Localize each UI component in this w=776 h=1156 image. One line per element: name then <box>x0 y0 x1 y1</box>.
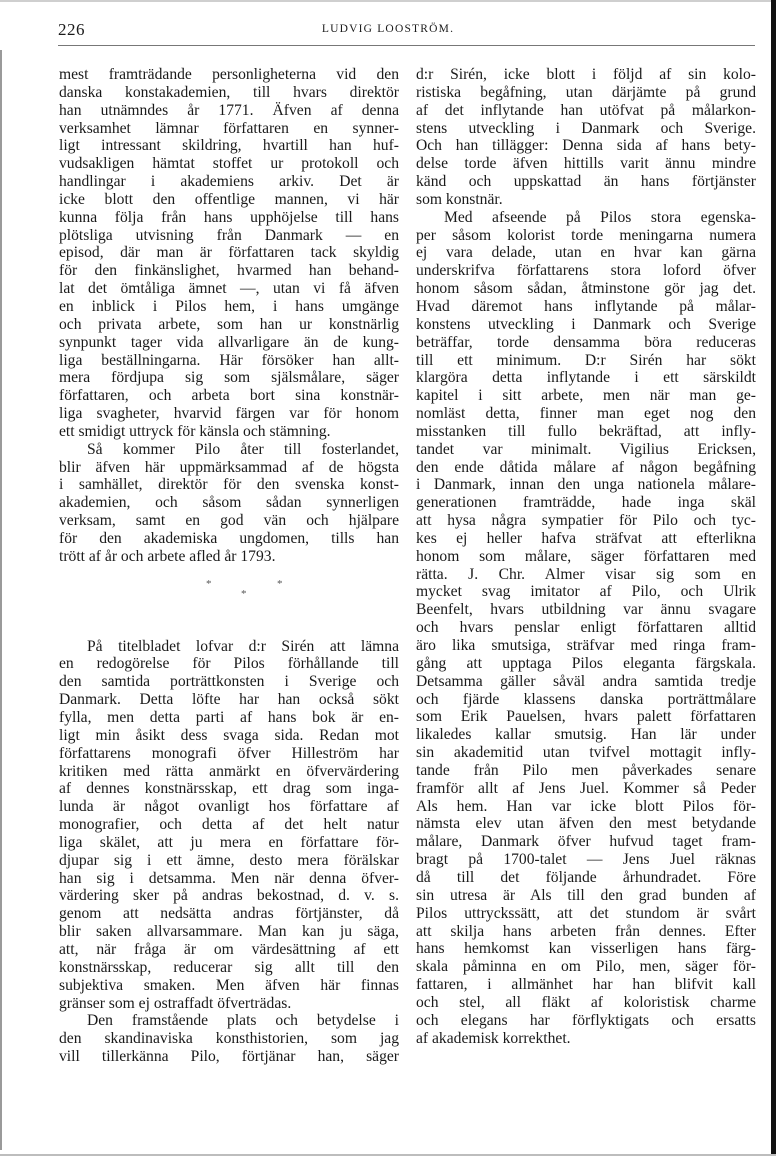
text-line: ristiska begåfning, utan därjämte på grund <box>416 83 756 101</box>
text-line: plötsliga utvisning från Danmark — en <box>59 226 399 244</box>
text-line: trött af år och arbete afled år 1793. <box>59 547 276 565</box>
text-line: mest framträdande personligheterna vid den <box>59 66 399 83</box>
text-line: äro lika smutsiga, sträfvar med ringa fram- <box>416 637 756 654</box>
text-line: Danmark. Detta löfte har han också sökt <box>59 691 399 709</box>
text-line: och privata arbete, som han ur konstnärlig <box>59 315 399 333</box>
text-line: liga skälet, att ju mera en författare för- <box>59 833 399 851</box>
text-line: kritiken med rätta anmärkt en öfvervärdering <box>59 762 399 780</box>
text-line: tande från Pilo men påverkades senare <box>416 761 756 779</box>
text-line: liga svagheter, hvarvid färgen var för honom <box>59 405 399 423</box>
text-line: ligt intressant skildring, hvartill han huf- <box>59 137 399 155</box>
text-line: att, när fråga är om värdesättning af ett <box>59 940 399 958</box>
text-line: verksam, samt en god vän och hjälpare <box>59 512 399 530</box>
text-line: genom att nedsätta andras förtjänster, då <box>59 905 399 923</box>
text-line: att hysa några sympatier för Pilo och tyc- <box>416 512 756 530</box>
text-line: fattaren, i allmänhet har han blifvit kall <box>416 976 756 994</box>
text-line: Pilos uttryckssätt, att det stundom är svårt <box>416 904 756 922</box>
text-line: af det inflytande han utöfvat på målarkon- <box>416 101 756 119</box>
asterism <box>59 566 399 638</box>
text-line: delse torde äfven hittills varit ännu mindre <box>416 155 756 173</box>
text-line: konstnärsskap, reducerar sig allt till den <box>59 958 399 976</box>
text-line: Med afseende på Pilos stora egenska- <box>444 208 756 226</box>
text-line: mycket svag imitator af Pilo, och Ulrik <box>416 583 756 601</box>
page-number: 226 <box>58 20 85 39</box>
text-line: författaren, och arbeta bort sina konstnär- <box>59 387 399 405</box>
text-line: en redogörelse för Pilos förhållande till <box>59 655 399 673</box>
text-line: hans hemkomst kan visserligen hans färg- <box>416 940 756 958</box>
text-line: episod, där man är författaren tack skyldig <box>59 244 399 262</box>
text-line: ett smidigt uttryck för känsla och stämning. <box>59 422 331 440</box>
text-line: stens utveckling i Danmark och Sverige. <box>416 119 756 137</box>
text-line: Och han tillägger: Denna sida af hans bety- <box>416 137 756 155</box>
scan-left-edge <box>0 50 2 1150</box>
scan-right-edge <box>771 0 776 1156</box>
right-column <box>416 66 756 1047</box>
paragraph <box>416 66 756 209</box>
text-line: en inblick i Pilos hem, i hans umgänge <box>59 297 399 315</box>
text-line: han sig i detsamma. Men när denna öfver- <box>59 869 399 887</box>
text-line: vudsakligen hämtat stoffet ur protokoll och <box>59 155 399 173</box>
text-line: ligt min åsikt dess svaga sida. Redan mot <box>59 726 399 744</box>
text-line: blir saken allvarsammare. Man kan ju säga, <box>59 923 399 941</box>
text-line: i samhället, direktör för den svenska konst- <box>59 476 399 494</box>
text-line: tandet var minimalt. Vigilius Ericksen, <box>416 440 756 458</box>
text-line: kapitel i sitt arbete, men när man ge- <box>416 387 756 405</box>
text-line: då till det följande århundradet. Före <box>416 868 756 886</box>
text-line: akademien, och såsom sådan synnerligen <box>59 494 399 512</box>
text-line: skala påminna en om Pilo, men, säger för- <box>416 958 756 976</box>
text-line: Beenfelt, hvars utbildning var ännu svagare <box>416 601 756 619</box>
text-line: d:r Sirén, icke blott i följd af sin kolo- <box>416 66 756 83</box>
text-line: sin utresa är Als till den grad bunden af <box>416 886 756 904</box>
text-line: underskrifva författarens stora loford öfver <box>416 262 756 280</box>
paragraph <box>59 66 399 441</box>
text-line: danska konstakademien, till hvars direktör <box>59 83 399 101</box>
text-line: icke blott den offentlige mannen, vi här <box>59 190 399 208</box>
text-line: konstens utveckling i Danmark och Sverige <box>416 315 756 333</box>
text-line: Hvad däremot hans inflytande på målar- <box>416 297 756 315</box>
text-line: af akademisk korrekthet. <box>416 1029 571 1047</box>
text-line: per såsom kolorist torde meningarna numera <box>416 226 756 244</box>
text-line: rätta. J. Chr. Almer visar sig som en <box>416 565 756 583</box>
text-line: värdering sker på andras bekostnad, d. v. s. <box>59 887 399 905</box>
text-line: i Danmark, innan den unga nationela målare- <box>416 476 756 494</box>
text-line: Detsamma gäller såväl andra samtida tredje <box>416 672 756 690</box>
text-line: blir äfven här uppmärksammad af de högsta <box>59 458 399 476</box>
text-line: den skandinaviska konsthistorien, som jag <box>59 1030 399 1048</box>
text-line: och fjärde klassens danska porträttmålare <box>416 690 756 708</box>
text-line: att skilja hans arbeten från dennes. Efter <box>416 922 756 940</box>
text-line: Så kommer Pilo åter till fosterlandet, <box>87 440 399 458</box>
text-line: för den finkänslighet, hvarmed han behand- <box>59 262 399 280</box>
text-line: ej vara delade, utan en hvar kan gärna <box>416 244 756 262</box>
text-line: Den framstående plats och betydelse i <box>87 1012 399 1030</box>
text-line: handlingar i akademiens arkiv. Det är <box>59 173 399 191</box>
text-line: klargöra detta inflytande i ett särskildt <box>416 369 756 387</box>
text-line: kunna följa från hans upphöjelse till hans <box>59 208 399 226</box>
text-line: för den akademiska ungdomen, tills han <box>59 529 399 547</box>
text-line: författarens monografi öfver Hilleström har <box>59 744 399 762</box>
text-line: monografier, och detta af det helt natur <box>59 816 399 834</box>
text-line: synpunkt tager vida allvarligare än de kung- <box>59 333 399 351</box>
text-line: lat det ömtåliga ämnet —, utan vi få äfven <box>59 280 399 298</box>
text-line: sin akademitid utan tvifvel mottagit infly- <box>416 744 756 762</box>
paragraph <box>59 1012 399 1066</box>
paragraph <box>59 441 399 566</box>
text-line: den samtida porträttkonsten i Sverige och <box>59 673 399 691</box>
text-line: kes ej heller hafva sträfvat att efterlikna <box>416 529 756 547</box>
text-line: som Erik Pauelsen, hvars palett författaren <box>416 708 756 726</box>
text-line: likaledes kallar smutsig. Han lär under <box>416 726 756 744</box>
text-line: mera fördjupa sig som själsmålare, säger <box>59 369 399 387</box>
text-line: vill tillerkänna Pilo, förtjänar han, säger <box>59 1048 399 1066</box>
text-line: och elegans har förflyktigats och ersatts <box>416 1011 756 1029</box>
asterisk-icon: * <box>241 587 247 600</box>
text-line: som konstnär. <box>416 190 503 208</box>
text-line: bragt på 1700-talet — Jens Juel räknas <box>416 851 756 869</box>
asterisk-icon: * <box>206 577 212 590</box>
text-line: generationen framträdde, hade inga skäl <box>416 494 756 512</box>
text-line: djupar sig i ett ämne, desto mera förälskar <box>59 851 399 869</box>
scan-top-edge <box>0 0 776 2</box>
paragraph <box>59 638 399 1013</box>
text-line: fylla, men detta parti af hans bok är en- <box>59 709 399 726</box>
text-line: den ende dåtida målare af någon begåfning <box>416 458 756 476</box>
text-line: och hvars penslar enligt författaren alltid <box>416 619 756 637</box>
text-line: till ett minimum. D:r Sirén har sökt <box>416 351 756 369</box>
text-line: lunda är något ovanligt hos författare af <box>59 798 399 816</box>
text-line: han utnämndes år 1771. Äfven af denna <box>59 101 399 119</box>
text-line: misstanken till fullo bekräftad, att infly- <box>416 422 756 440</box>
text-line: På titelbladet lofvar d:r Sirén att lämna <box>87 637 399 655</box>
text-line: beträffar, torde densamma böra reduceras <box>416 333 756 351</box>
text-line: honom såsom sådan, åtminstone gör jag det. <box>416 280 756 298</box>
text-line: subjektiva smaken. Men äfven här finnas <box>59 976 399 994</box>
text-line: framför allt af Jens Juel. Kommer så Peder <box>416 779 756 797</box>
text-line: och stel, all fläkt af koloristisk charme <box>416 993 756 1011</box>
asterisk-icon: * <box>277 577 283 590</box>
text-line: af dennes konstnärsskap, ett drag som inga- <box>59 780 399 798</box>
paragraph <box>416 209 756 1048</box>
running-head: LUDVIG LOOSTRÖM. <box>321 23 455 35</box>
text-line: nomläst detta, finner man eget nog den <box>416 405 756 423</box>
header-rule <box>58 45 755 46</box>
text-line: liga beställningarna. Här försöker han allt- <box>59 351 399 369</box>
left-column <box>59 66 399 1066</box>
text-line: verksamhet lämnar författaren en synner- <box>59 119 399 137</box>
text-line: gång att upptaga Pilos eleganta färgskala. <box>416 654 756 672</box>
text-line: gränser som ej ostraffadt öfverträdas. <box>59 994 292 1012</box>
text-line: Als hem. Han var icke blott Pilos för- <box>416 797 756 815</box>
text-line: honom som målare, säger författaren med <box>416 547 756 565</box>
text-line: nämsta elev utan äfven den mest betydande <box>416 815 756 833</box>
text-line: målare, Danmark öfver hufvud taget fram- <box>416 833 756 851</box>
text-line: känd och uppskattad än hans förtjänster <box>416 173 756 191</box>
